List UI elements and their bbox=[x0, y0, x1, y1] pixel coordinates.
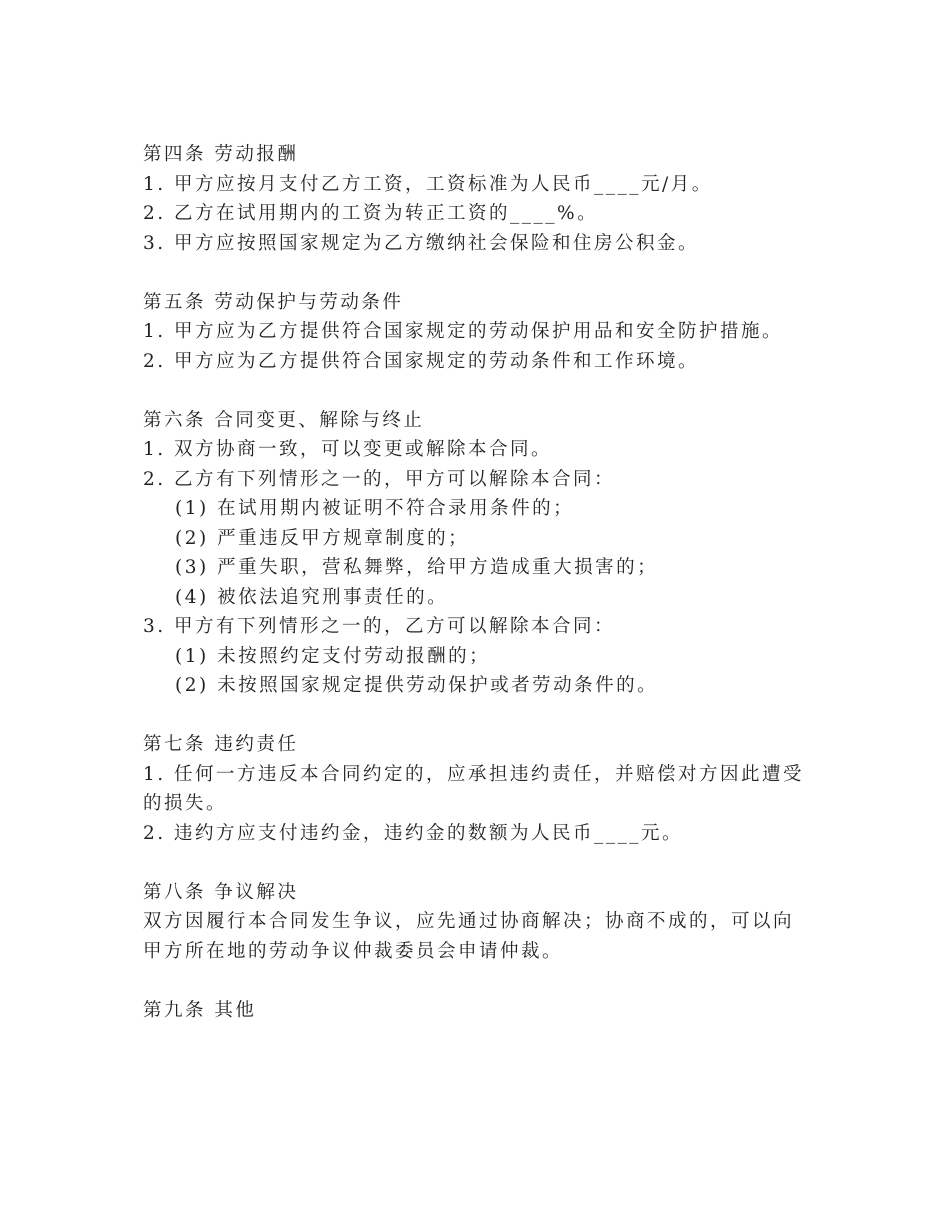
article-6-item-2-sub-4: (4) 被依法追究刑事责任的。 bbox=[175, 586, 449, 608]
article-6-item-2-sub-2: (2) 严重违反甲方规章制度的； bbox=[175, 527, 470, 549]
article-4-item-3: 3. 甲方应按照国家规定为乙方缴纳社会保险和住房公积金。 bbox=[143, 232, 700, 254]
article-7-item-2: 2. 违约方应支付违约金，违约金的数额为人民币____元。 bbox=[143, 822, 684, 844]
article-4-title: 第四条 劳动报酬 bbox=[143, 144, 299, 165]
article-5-item-1: 1. 甲方应为乙方提供符合国家规定的劳动保护用品和安全防护措施。 bbox=[143, 321, 784, 342]
article-4-item-2: 2. 乙方在试用期内的工资为转正工资的____%。 bbox=[143, 203, 599, 224]
article-5-item-2: 2. 甲方应为乙方提供符合国家规定的劳动条件和工作环境。 bbox=[143, 350, 700, 372]
article-7 bbox=[143, 730, 813, 848]
article-8-title: 第八条 争议解决 bbox=[143, 881, 299, 903]
article-6-item-1: 1. 双方协商一致，可以变更或解除本合同。 bbox=[143, 439, 553, 460]
article-6-item-2-sub-1: (1) 在试用期内被证明不符合录用条件的； bbox=[175, 498, 575, 519]
article-6-item-2-sub-3: (3) 严重失职，营私舞弊，给甲方造成重大损害的； bbox=[175, 557, 659, 578]
article-6-item-2: 2. 乙方有下列情形之一的，甲方可以解除本合同： bbox=[143, 468, 616, 490]
article-9-title: 第九条 其他 bbox=[143, 999, 257, 1021]
article-8-body: 双方因履行本合同发生争议，应先通过协商解决；协商不成的，可以向甲方所在地的劳动争议仲裁委员会申请仲裁。 bbox=[143, 911, 795, 962]
article-4-item-1: 1. 甲方应按月支付乙方工资，工资标准为人民币____元/月。 bbox=[143, 173, 713, 195]
article-4 bbox=[143, 140, 813, 258]
article-9 bbox=[143, 996, 813, 1026]
article-6-title: 第六条 合同变更、解除与终止 bbox=[143, 409, 425, 431]
article-7-title: 第七条 违约责任 bbox=[143, 734, 299, 755]
article-6 bbox=[143, 406, 813, 701]
article-5-title: 第五条 劳动保护与劳动条件 bbox=[143, 291, 404, 313]
article-8 bbox=[143, 878, 813, 967]
article-6-item-3-sub-2: (2) 未按照国家规定提供劳动保护或者劳动条件的。 bbox=[175, 675, 659, 696]
contract-body bbox=[143, 140, 813, 1055]
article-5 bbox=[143, 288, 813, 377]
article-7-item-1: 1. 任何一方违反本合同约定的，应承担违约责任，并赔偿对方因此遭受的损失。 bbox=[143, 763, 805, 814]
article-6-item-3-sub-1: (1) 未按照约定支付劳动报酬的； bbox=[175, 645, 491, 667]
article-6-item-3: 3. 甲方有下列情形之一的，乙方可以解除本合同： bbox=[143, 616, 616, 637]
